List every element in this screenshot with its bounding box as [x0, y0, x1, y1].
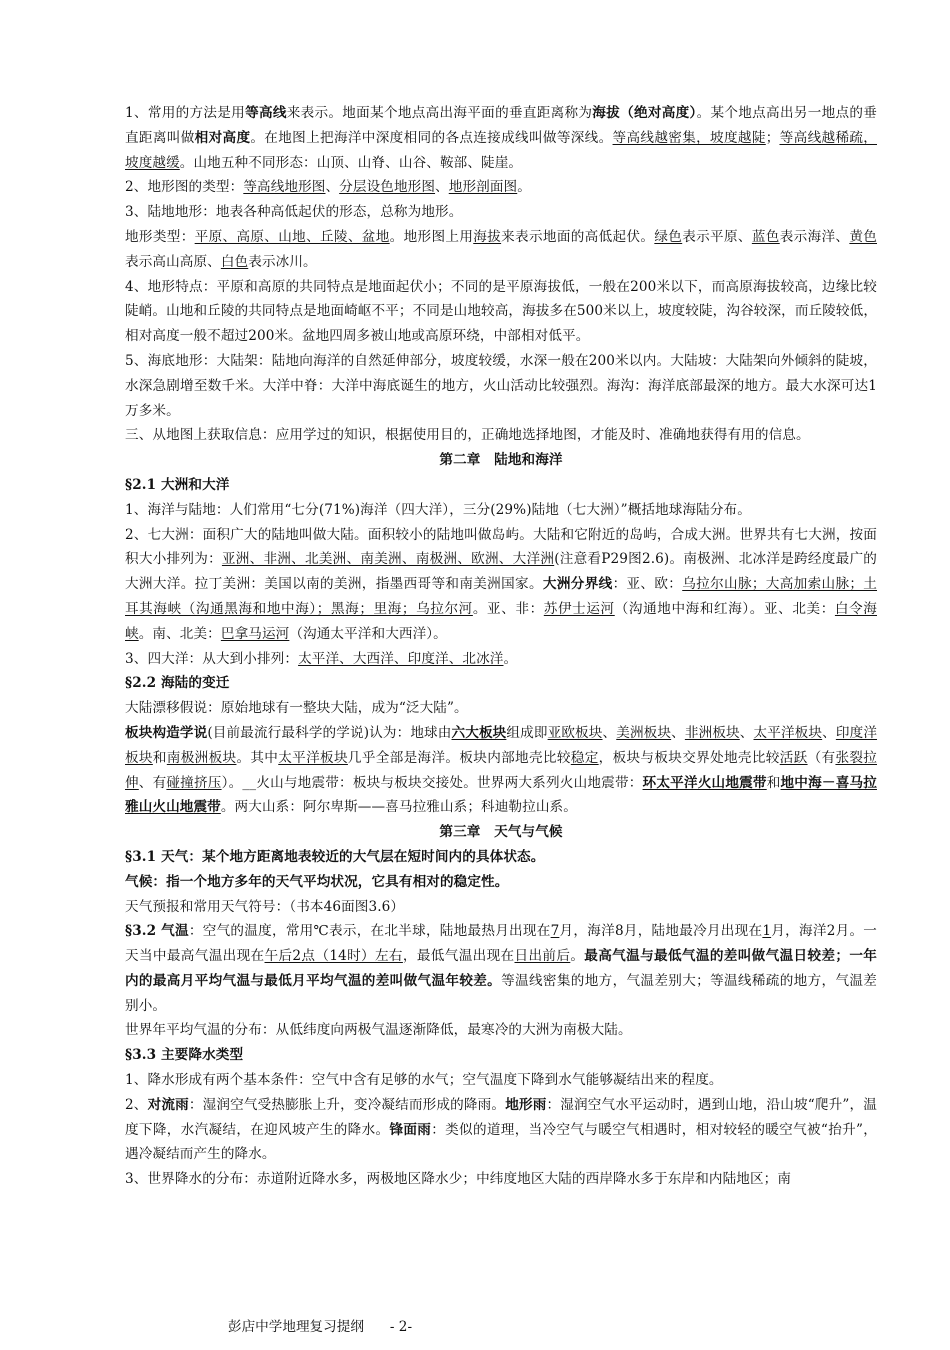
text-run: 几乎全部是海洋。板块内部地壳比较 [347, 749, 571, 766]
text-run: 、 [671, 724, 685, 741]
text-run: 等高线越稀疏，坡度越缓 [125, 129, 877, 171]
text-run: 环太平洋火山地震带 [642, 774, 767, 791]
paragraph-temperature-distribution [125, 1018, 877, 1043]
text-run: 最高气温与最低气温的差叫做气温日较差；一年内的最高月平均气温与最低月平均气温的差叫做气温年较差。 [125, 948, 877, 989]
text-run: 日出前后 [514, 948, 571, 965]
text-run: 1、常用的方法是用 [125, 105, 246, 121]
text-run: 黄色 [849, 228, 877, 245]
text-run: ：空气的温度，常用℃表示，在北半球，陆地最热月出现在 [188, 923, 551, 940]
text-run: 4、地形特点：平原和高原的共同特点是地面起伏小；不同的是平原海拔低，一般在200米以下，而高原海拔较高，边缘比较陡峭。山地和丘陵的共同特点是地面崎岖不平；不同是山地较高，海拔多在500米以上，坡度较陡，沟谷较深，而丘陵较低，相对高度一般不超过200米。盆地四周多被山地或高原环绕，中部相对低平。 [125, 278, 878, 345]
chapter-3-title: 第三章 天气与气候 [439, 824, 563, 841]
text-run: 、 [435, 179, 449, 196]
text-run: 非洲板块 [684, 724, 740, 741]
text-run: 太平洋、大西洋、印度洋、北冰洋 [298, 650, 504, 667]
text-run: 来表示。地面某个地点高出海平面的垂直距离称为 [286, 105, 593, 121]
paragraph-precipitation-types [125, 1093, 877, 1167]
text-run: __ [242, 774, 257, 791]
paragraph-map-info [125, 423, 877, 448]
paragraph-weather [125, 845, 877, 870]
text-run: 组成即 [506, 724, 548, 741]
paragraph-map-types [125, 175, 877, 200]
text-run: 乌拉尔山脉；大高加索山脉；土耳其海峡（沟通黑海和地中海）；黑海；里海；乌拉尔河 [125, 576, 878, 617]
text-run: 世界年平均气温的分布：从低纬度向两极气温逐渐降低，最寒冷的大洲为南极大陆。 [125, 1022, 632, 1039]
paragraph-precipitation-distribution [125, 1167, 877, 1192]
text-run: 地形雨 [505, 1096, 547, 1113]
chapter-2-title: 第二章 陆地和海洋 [439, 452, 563, 469]
text-run: 和 [766, 774, 781, 791]
text-run: 太平洋板块 [278, 749, 348, 766]
text-run: 对流雨 [147, 1096, 189, 1113]
text-run: 巴拿马运河 [220, 625, 290, 642]
text-run: ，板块与板块交界处地壳比较 [598, 749, 780, 766]
text-run: 气候：指一个地方多年的天气平均状况，它具有相对的稳定性。 [125, 873, 509, 890]
text-run: 海拔 [473, 228, 502, 245]
text-run: 稳定 [570, 749, 599, 766]
page-footer [228, 1315, 412, 1335]
text-run: 、 [822, 724, 836, 741]
text-run: 锋面雨 [389, 1121, 432, 1138]
text-run: （沟通太平洋和大西洋）。 [289, 625, 447, 642]
text-run: 张裂拉伸 [125, 749, 877, 791]
paragraph-sea-land [125, 498, 877, 523]
paragraph-continents [125, 523, 877, 647]
text-run: 。 [570, 948, 585, 965]
paragraph-seafloor [125, 349, 877, 423]
text-run: 地形类型： [125, 228, 195, 245]
text-run: 海拔（绝对高度） [592, 105, 697, 121]
text-run: ：类似的道理，当冷空气与暖空气相遇时，相对较轻的暖空气被“抬升”，遇冷凝结而产生的降水。 [125, 1121, 877, 1163]
text-run: 7 [550, 923, 560, 940]
paragraph-temperature [125, 919, 877, 1018]
text-run: (注意看P29图2.6)。南极洲、北冰洋是跨经度最广的大洲大洋。拉丁美洲：美国以南的美洲，指墨西哥等和南美洲国家。 [125, 551, 877, 593]
text-run: 印度洋板块 [125, 724, 878, 766]
text-run: 2、 [125, 1096, 148, 1113]
text-run: 和 [152, 749, 167, 766]
text-run: 大洲分界线 [542, 576, 613, 593]
text-run: 3、世界降水的分布：赤道附近降水多，两极地区降水少；中纬度地区大陆的西岸降水多于东岸和内陆地区；南 [125, 1171, 792, 1188]
text-run: 南极洲板块 [166, 749, 237, 766]
text-run: 来表示地面的高低起伏。 [501, 228, 655, 245]
text-run: 表示冰川。 [248, 253, 317, 270]
text-run: 、 [325, 179, 340, 196]
paragraph-climate [125, 870, 877, 895]
text-run: 白令海峡 [125, 600, 877, 642]
text-run: 。 [503, 650, 518, 667]
text-run: 。两大山系：阿尔卑斯——喜马拉雅山系；科迪勒拉山系。 [220, 799, 577, 816]
text-run: 午后2点（14时）左右 [264, 948, 403, 965]
page-number: - 2- [389, 1319, 413, 1335]
text-run: 天气预报和常用天气符号：（书本46面图3.6） [125, 898, 405, 915]
text-run: （有 [807, 749, 836, 766]
paragraph-continental-drift [125, 696, 877, 721]
text-run: 地形剖面图 [448, 179, 518, 196]
section-2-2-title: §2.2 海陆的变迁 [125, 675, 230, 692]
text-run: 亚洲、非洲、北美洲、南美洲、南极洲、欧洲、大洋洲 [221, 551, 555, 568]
text-run: 平原、高原、山地、丘陵、盆地 [194, 228, 390, 245]
text-run: 等高线 [245, 105, 287, 121]
text-run: (目前最流行最科学的学说)认为：地球由 [207, 724, 452, 741]
text-run: 。亚、非： [472, 600, 544, 617]
text-run: 。其中 [236, 749, 279, 766]
text-run: 板块构造学说 [125, 724, 208, 741]
text-run: 等高线越密集，坡度越陡 [612, 129, 766, 146]
section-3-3-title: §3.3 主要降水类型 [125, 1047, 244, 1064]
paragraph-precipitation-conditions [125, 1068, 877, 1093]
text-run: ：亚、欧： [612, 576, 683, 593]
text-run: 。某个地点高出另一地点的垂直距离叫做 [125, 105, 877, 146]
text-run: 1、降水形成有两个基本条件：空气中含有足够的水气；空气温度下降到水气能够凝结出来的程度。 [125, 1072, 723, 1089]
text-run: 3、陆地地形：地表各种高低起伏的形态，总称为地形。 [125, 204, 463, 221]
text-run: 美洲板块 [616, 724, 672, 741]
text-run: §3.2 气温 [125, 923, 189, 940]
text-run: 等温线密集的地方，气温差别大；等温线稀疏的地方，气温差别小。 [125, 972, 878, 1014]
text-run: 、 [602, 724, 617, 741]
footer-title: 彭店中学地理复习提纲 [228, 1319, 364, 1335]
text-run: 。南、北美： [138, 625, 221, 642]
text-run: 。山地五种不同形态：山顶、山脊、山谷、鞍部、陡崖。 [179, 154, 523, 171]
text-run: 1、海洋与陆地：人们常用“七分(71%)海洋（四大洋），三分(29%)陆地（七大洲）”概括地球海陆分布。 [125, 501, 751, 518]
text-run: 5、海底地形：大陆架：陆地向海洋的自然延伸部分，坡度较缓，水深一般在200米以内。大陆坡：大陆架向外倾斜的陡坡，水深急剧增至数千米。大洋中脊：大洋中海底诞生的地方，火山活动比较强烈。海沟：海洋底部最深的地方。最大水深可达1万多米。 [125, 352, 877, 419]
text-run: 2、七大洲：面积广大的陆地叫做大陆。面积较小的陆地叫做岛屿。大陆和它附近的岛屿，合成大洲。世界共有七大洲，按面积大小排列为： [125, 526, 877, 568]
text-run: ； [765, 129, 780, 146]
text-run: 。地形图上用 [389, 228, 474, 245]
paragraph-forecast [125, 895, 877, 920]
text-run: 。在地图上把海洋中深度相同的各点连接成线叫做等深线。 [250, 129, 613, 146]
text-run: 火山与地震带：板块与板块交接处。世界两大系列火山地震带： [256, 774, 643, 791]
text-run: 等高线地形图 [243, 179, 326, 196]
text-run: 。 [517, 179, 531, 196]
paragraph-terrain-types [125, 225, 877, 275]
text-run: 相对高度 [194, 129, 251, 146]
text-run: 2、地形图的类型： [125, 179, 244, 196]
text-run: 大陆漂移假说：原始地球有一整块大陆，成为“泛大陆”。 [125, 700, 468, 717]
paragraph-contour-lines [125, 101, 877, 175]
text-run: 三、从地图上获取信息：应用学过的知识，根据使用目的，正确地选择地图，才能及时、准确地获得有用的信息。 [125, 427, 810, 444]
text-run: 地中海－喜马拉雅山火山地震带 [125, 774, 877, 816]
text-run: 表示高山高原、 [125, 253, 221, 270]
text-run: 分层设色地形图 [339, 179, 436, 196]
paragraph-oceans [125, 647, 877, 672]
text-run: 月，海洋8月，陆地最冷月出现在 [559, 923, 763, 940]
text-run: 白色 [220, 253, 249, 270]
text-run: 苏伊士运河 [543, 600, 615, 617]
text-run: §3.1 天气：某个地方距离地表较近的大气层在短时间内的具体状态。 [125, 848, 545, 865]
text-run: 碰撞挤压 [166, 774, 222, 791]
paragraph-plate-tectonics [125, 721, 877, 820]
text-run: ，最低气温出现在 [402, 948, 515, 965]
paragraph-land-terrain [125, 200, 877, 225]
section-2-1-title: §2.1 大洲和大洋 [125, 476, 230, 493]
text-run: 蓝色 [751, 228, 780, 245]
text-run: 太平洋板块 [753, 724, 823, 741]
text-run: ：湿润空气水平运动时，遇到山地，沿山坡“爬升”，温度下降，水汽凝结，在迎风坡产生的降水。 [125, 1096, 877, 1138]
text-run: （沟通地中海和红海）。亚、北美： [614, 600, 835, 617]
text-run: 表示海洋、 [779, 228, 850, 245]
text-run: 、有 [138, 774, 167, 791]
document-body [125, 101, 877, 1192]
text-run: 亚欧板块 [547, 724, 603, 741]
paragraph-terrain-features [125, 275, 877, 349]
text-run: 绿色 [654, 228, 683, 245]
text-run: 月，海洋2月。一天当中最高气温出现在 [125, 923, 877, 965]
text-run: 六大板块 [451, 724, 507, 741]
text-run: 1 [762, 923, 772, 940]
text-run: 、 [739, 724, 754, 741]
text-run: 3、四大洋：从大到小排列： [125, 650, 299, 667]
text-run: 活跃 [779, 749, 808, 766]
text-run: 表示平原、 [682, 228, 752, 245]
text-run: ）。 [221, 774, 243, 791]
text-run: ：湿润空气受热膨胀上升，变冷凝结而形成的降雨。 [188, 1096, 506, 1113]
